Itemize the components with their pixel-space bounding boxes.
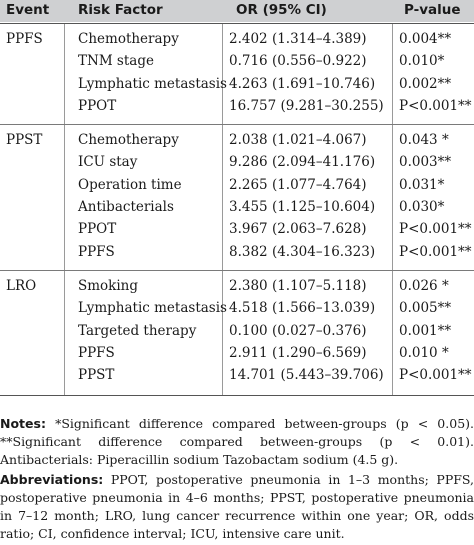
risk-factor-cell: PPFS: [78, 243, 115, 260]
abbreviations-text: PPOT, postoperative pneumonia in 1–3 months; PPFS, postoperative pneumonia in 4–6 months; PPST, postoperative pneumonia in 7–12 month; LRO, lung cancer recurrence within one year; OR, odds ratio; CI, confidence interval; ICU, intensive care unit.: [0, 472, 474, 541]
table-group: [0, 124, 474, 271]
table-group: [0, 270, 474, 396]
event-cell: PPST: [6, 132, 43, 149]
table-group: [0, 23, 474, 125]
header-or: OR (95% CI): [236, 2, 327, 18]
p-value-cell: P<0.001**: [399, 367, 472, 384]
odds-ratio-cell: 2.380 (1.107–5.118): [229, 278, 367, 294]
notes-paragraph: [0, 415, 474, 469]
p-value-cell: 0.026 *: [399, 278, 449, 294]
p-value-cell: 0.031*: [399, 176, 445, 193]
table-row: [0, 366, 474, 388]
header-event: Event: [6, 2, 50, 18]
abbreviations-label: Abbreviations:: [0, 472, 104, 487]
risk-factor-cell: PPST: [78, 367, 115, 384]
odds-ratio-cell: 14.701 (5.443–39.706): [229, 367, 384, 384]
risk-factor-cell: Lymphatic metastasis: [78, 300, 227, 317]
table-row: [0, 97, 474, 119]
p-value-cell: 0.001**: [399, 322, 452, 339]
odds-ratio-cell: 2.038 (1.021–4.067): [229, 132, 367, 149]
odds-ratio-cell: 4.518 (1.566–13.039): [229, 300, 376, 317]
table-row: [0, 322, 474, 344]
risk-factor-cell: Targeted therapy: [78, 322, 197, 339]
table-row: [0, 75, 474, 97]
risk-factor-cell: PPFS: [78, 344, 115, 361]
table-row: [0, 52, 474, 74]
risk-factor-cell: PPOT: [78, 97, 117, 114]
p-value-cell: 0.003**: [399, 154, 452, 171]
table-row: [0, 131, 474, 153]
odds-ratio-cell: 8.382 (4.304–16.323): [229, 243, 376, 260]
header-risk-factor: Risk Factor: [78, 2, 163, 18]
table-header: [0, 0, 474, 22]
abbreviations-paragraph: [0, 471, 474, 543]
risk-factor-cell: Chemotherapy: [78, 132, 179, 149]
p-value-cell: 0.043 *: [399, 132, 449, 149]
table-row: [0, 198, 474, 220]
p-value-cell: P<0.001**: [399, 243, 472, 260]
event-cell: LRO: [6, 278, 37, 294]
notes-text: *Significant difference compared between-groups (p < 0.05). **Significant difference compared between-groups (p < 0.01). Antibacterials: Piperacillin sodium Tazobactam sodium (4.5 g).: [0, 416, 474, 467]
odds-ratio-cell: 9.286 (2.094–41.176): [229, 154, 376, 171]
table-row: [0, 220, 474, 242]
risk-factor-cell: Lymphatic metastasis: [78, 75, 227, 92]
odds-ratio-cell: 2.265 (1.077–4.764): [229, 176, 367, 193]
odds-ratio-cell: 2.402 (1.314–4.389): [229, 31, 367, 47]
p-value-cell: P<0.001**: [399, 221, 472, 238]
notes-label: Notes:: [0, 416, 46, 431]
p-value-cell: 0.010 *: [399, 344, 449, 361]
risk-factor-cell: TNM stage: [78, 53, 154, 70]
table-row: [0, 176, 474, 198]
table-row: [0, 299, 474, 321]
odds-ratio-cell: 16.757 (9.281–30.255): [229, 97, 384, 114]
risk-factor-cell: Smoking: [78, 278, 139, 294]
p-value-cell: P<0.001**: [399, 97, 472, 114]
odds-ratio-cell: 4.263 (1.691–10.746): [229, 75, 376, 92]
risk-factor-cell: Antibacterials: [78, 199, 174, 216]
p-value-cell: 0.002**: [399, 75, 452, 92]
event-cell: PPFS: [6, 31, 43, 47]
odds-ratio-cell: 3.455 (1.125–10.604): [229, 199, 376, 216]
p-value-cell: 0.030*: [399, 199, 445, 216]
odds-ratio-cell: 0.716 (0.556–0.922): [229, 53, 367, 70]
p-value-cell: 0.005**: [399, 300, 452, 317]
odds-ratio-cell: 2.911 (1.290–6.569): [229, 344, 367, 361]
risk-factor-cell: Chemotherapy: [78, 31, 179, 47]
odds-ratio-cell: 3.967 (2.063–7.628): [229, 221, 367, 238]
risk-factor-cell: Operation time: [78, 176, 182, 193]
table-row: [0, 30, 474, 52]
risk-factor-cell: ICU stay: [78, 154, 138, 171]
header-p-value: P-value: [404, 2, 461, 18]
table-row: [0, 277, 474, 299]
table-row: [0, 344, 474, 366]
risk-factor-cell: PPOT: [78, 221, 117, 238]
odds-ratio-cell: 0.100 (0.027–0.376): [229, 322, 367, 339]
table-row: [0, 153, 474, 175]
p-value-cell: 0.010*: [399, 53, 445, 70]
p-value-cell: 0.004**: [399, 31, 452, 47]
table-notes: [0, 415, 474, 545]
table-row: [0, 243, 474, 265]
